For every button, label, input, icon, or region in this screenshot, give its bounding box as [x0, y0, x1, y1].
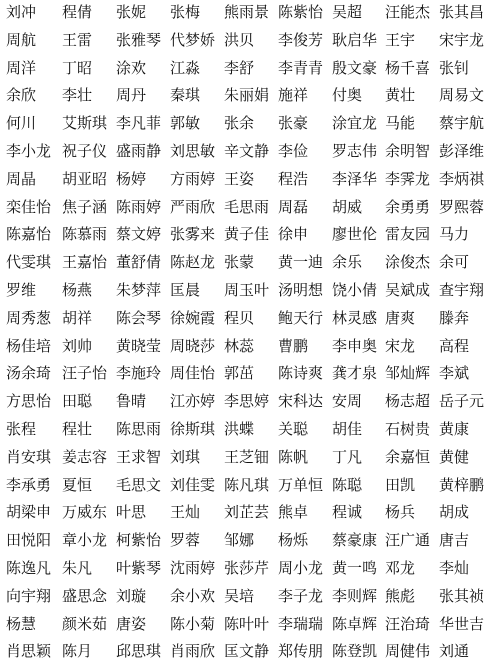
name-cell: 华世吉 — [439, 614, 485, 633]
name-row — [0, 250, 492, 274]
name-cell: 李舒 — [224, 58, 255, 77]
name-cell: 陈嘉怡 — [6, 225, 52, 244]
name-cell: 刘璇 — [116, 586, 147, 605]
name-cell: 郑传朋 — [278, 642, 324, 661]
name-row — [0, 334, 492, 358]
name-cell: 王求智 — [116, 447, 162, 466]
name-cell: 李斌 — [439, 364, 470, 383]
name-cell: 周易文 — [439, 86, 485, 105]
name-row — [0, 56, 492, 80]
name-cell: 何川 — [6, 114, 37, 133]
name-cell: 肖雨欣 — [170, 642, 216, 661]
name-cell: 周洋 — [6, 58, 37, 77]
name-cell: 徐婉霞 — [170, 308, 216, 327]
name-cell: 郭敏 — [170, 114, 201, 133]
name-cell: 严雨欣 — [170, 197, 216, 216]
name-cell: 滕奔 — [439, 308, 470, 327]
name-cell: 匡晨 — [170, 281, 201, 299]
name-cell: 李承勇 — [6, 475, 52, 494]
name-row — [0, 83, 492, 107]
name-cell: 陈赵龙 — [170, 253, 216, 272]
name-cell: 王雷 — [62, 30, 93, 49]
name-cell: 王芝钿 — [224, 447, 270, 466]
name-cell: 周晓莎 — [170, 336, 216, 355]
name-cell: 陈慕雨 — [62, 225, 108, 244]
name-cell: 方思怡 — [6, 392, 52, 411]
name-cell: 李则辉 — [332, 586, 378, 605]
name-cell: 徐斯琪 — [170, 420, 216, 438]
name-cell: 曹鹏 — [278, 336, 309, 355]
name-cell: 张其昌 — [439, 3, 485, 21]
name-cell: 李思婷 — [224, 392, 270, 411]
name-cell: 颜米茹 — [62, 614, 108, 633]
name-cell: 李凡菲 — [116, 114, 162, 133]
name-cell: 王宇 — [385, 30, 416, 49]
name-cell: 马能 — [385, 114, 416, 133]
name-cell: 邱思琪 — [116, 642, 162, 661]
name-cell: 张余 — [224, 114, 255, 133]
name-cell: 李炳祺 — [439, 169, 485, 188]
name-cell: 鲍天行 — [278, 308, 324, 327]
name-cell: 陈会琴 — [116, 308, 162, 327]
name-cell: 李青青 — [278, 58, 324, 77]
name-cell: 叶思 — [116, 503, 147, 522]
name-cell: 丁凡 — [332, 447, 363, 466]
name-cell: 熊卓 — [278, 503, 309, 522]
name-cell: 蔡文婷 — [116, 225, 162, 244]
name-cell: 余勇勇 — [385, 197, 431, 216]
name-cell: 宋宇龙 — [439, 30, 485, 49]
name-cell: 涂欢 — [116, 58, 147, 77]
name-cell: 石树贵 — [385, 420, 431, 438]
name-cell: 张莎芹 — [224, 559, 270, 577]
name-cell: 付奥 — [332, 86, 363, 105]
name-cell: 刘琪 — [170, 447, 201, 466]
name-cell: 涂宜龙 — [332, 114, 378, 133]
name-cell: 毛思文 — [116, 475, 162, 494]
name-cell: 李子龙 — [278, 586, 324, 605]
name-cell: 李俭 — [278, 142, 309, 160]
name-cell: 王姿 — [224, 169, 255, 188]
name-cell: 陈思雨 — [116, 420, 162, 438]
name-cell: 罗维 — [6, 281, 37, 299]
name-cell: 刘佳雯 — [170, 475, 216, 494]
name-cell: 王嘉怡 — [62, 253, 108, 272]
name-cell: 沈雨婷 — [170, 559, 216, 577]
name-cell: 高程 — [439, 336, 470, 355]
name-cell: 胡成 — [439, 503, 470, 522]
name-cell: 刘芷芸 — [224, 503, 270, 522]
name-cell: 刘冲 — [6, 3, 37, 21]
name-row — [0, 389, 492, 413]
name-cell: 鲁晴 — [116, 392, 147, 411]
name-cell: 叶紫琴 — [116, 559, 162, 577]
name-cell: 陈月 — [62, 642, 93, 661]
name-cell: 邹娜 — [224, 531, 255, 550]
name-cell: 周佳怡 — [170, 364, 216, 383]
name-cell: 周晶 — [6, 169, 37, 188]
name-cell: 黄晓莹 — [116, 336, 162, 355]
name-cell: 杨烁 — [278, 531, 309, 550]
name-cell: 田凯 — [385, 475, 416, 494]
name-cell: 陈逸凡 — [6, 559, 52, 577]
name-cell: 王灿 — [170, 503, 201, 522]
name-cell: 张梅 — [170, 3, 201, 21]
name-cell: 田聪 — [62, 392, 93, 411]
name-cell: 关聪 — [278, 420, 309, 438]
name-cell: 周小龙 — [278, 559, 324, 577]
name-cell: 艾斯琪 — [62, 114, 108, 133]
name-cell: 程壮 — [62, 420, 93, 438]
name-cell: 程贝 — [224, 308, 255, 327]
name-cell: 陈雨婷 — [116, 197, 162, 216]
name-cell: 杨兵 — [385, 503, 416, 522]
name-cell: 洪蝶 — [224, 420, 255, 438]
name-cell: 邹灿辉 — [385, 364, 431, 383]
name-cell: 程浩 — [278, 169, 309, 188]
name-cell: 罗蓉 — [170, 531, 201, 550]
name-cell: 张程 — [6, 420, 37, 438]
name-row — [0, 612, 492, 636]
name-cell: 陈登凯 — [332, 642, 378, 661]
name-cell: 汤余琦 — [6, 364, 52, 383]
name-cell: 江亦婷 — [170, 392, 216, 411]
name-cell: 李施玲 — [116, 364, 162, 383]
name-cell: 余乐 — [332, 253, 363, 272]
name-cell: 安周 — [332, 392, 363, 411]
name-cell: 陈聪 — [332, 475, 363, 494]
name-cell: 刘思敏 — [170, 142, 216, 160]
name-cell: 施祥 — [278, 86, 309, 105]
name-cell: 盛雨静 — [116, 142, 162, 160]
name-cell: 李瑞瑞 — [278, 614, 324, 633]
name-cell: 黄壮 — [385, 86, 416, 105]
name-row — [0, 139, 492, 163]
name-cell: 张钊 — [439, 58, 470, 77]
name-row — [0, 278, 492, 302]
name-cell: 张雾来 — [170, 225, 216, 244]
name-cell: 唐吉 — [439, 531, 470, 550]
name-cell: 林蕊 — [224, 336, 255, 355]
name-cell: 焦子涵 — [62, 197, 108, 216]
name-row — [0, 167, 492, 191]
name-cell: 黄一迪 — [278, 253, 324, 272]
name-cell: 查宇翔 — [439, 281, 485, 299]
name-cell: 肖安琪 — [6, 447, 52, 466]
name-cell: 万威东 — [62, 503, 108, 522]
name-cell: 马力 — [439, 225, 470, 244]
name-cell: 丁昭 — [62, 58, 93, 77]
name-cell: 周航 — [6, 30, 37, 49]
name-cell: 张蒙 — [224, 253, 255, 272]
name-cell: 杨婷 — [116, 169, 147, 188]
name-row — [0, 0, 492, 24]
name-cell: 朱凡 — [62, 559, 93, 577]
name-row — [0, 500, 492, 524]
name-cell: 向宇翔 — [6, 586, 52, 605]
name-cell: 刘帅 — [62, 336, 93, 355]
name-cell: 胡亚昭 — [62, 169, 108, 188]
name-cell: 李俊芳 — [278, 30, 324, 49]
name-cell: 胡梁申 — [6, 503, 52, 522]
name-cell: 吴超 — [332, 3, 363, 21]
name-cell: 罗熙蓉 — [439, 197, 485, 216]
name-cell: 熊彪 — [385, 586, 416, 605]
name-cell: 郭茁 — [224, 364, 255, 383]
name-cell: 张其祯 — [439, 586, 485, 605]
name-cell: 涂俊杰 — [385, 253, 431, 272]
name-cell: 宋龙 — [385, 336, 416, 355]
name-cell: 董舒倩 — [116, 253, 162, 272]
name-cell: 代雯琪 — [6, 253, 52, 272]
name-cell: 陈叶叶 — [224, 614, 270, 633]
name-row — [0, 222, 492, 246]
name-cell: 李壮 — [62, 86, 93, 105]
name-row — [0, 28, 492, 52]
name-cell: 夏恒 — [62, 475, 93, 494]
name-cell: 李申奥 — [332, 336, 378, 355]
name-cell: 杨千喜 — [385, 58, 431, 77]
name-cell: 盛思念 — [62, 586, 108, 605]
name-cell: 万单恒 — [278, 475, 324, 494]
name-cell: 蔡豪康 — [332, 531, 378, 550]
name-cell: 唐爽 — [385, 308, 416, 327]
name-cell: 陈凡琪 — [224, 475, 270, 494]
name-cell: 杨佳培 — [6, 336, 52, 355]
name-row — [0, 361, 492, 385]
name-cell: 饶小倩 — [332, 281, 378, 299]
name-cell: 张豪 — [278, 114, 309, 133]
name-cell: 胡祥 — [62, 308, 93, 327]
name-cell: 毛思雨 — [224, 197, 270, 216]
name-cell: 章小龙 — [62, 531, 108, 550]
name-cell: 陈卓辉 — [332, 614, 378, 633]
name-cell: 余可 — [439, 253, 470, 272]
name-cell: 周健伟 — [385, 642, 431, 661]
name-cell: 杨慧 — [6, 614, 37, 633]
name-cell: 胡佳 — [332, 420, 363, 438]
name-cell: 余欣 — [6, 86, 37, 105]
name-cell: 程倩 — [62, 3, 93, 21]
name-cell: 方雨婷 — [170, 169, 216, 188]
name-row — [0, 417, 492, 441]
name-cell: 匡文静 — [224, 642, 270, 661]
name-row — [0, 584, 492, 608]
name-cell: 田悦阳 — [6, 531, 52, 550]
name-cell: 黄子佳 — [224, 225, 270, 244]
name-cell: 洪贝 — [224, 30, 255, 49]
name-cell: 李霁龙 — [385, 169, 431, 188]
name-row — [0, 639, 492, 663]
name-row — [0, 111, 492, 135]
name-cell: 唐姿 — [116, 614, 147, 633]
name-cell: 辛文静 — [224, 142, 270, 160]
name-cell: 秦琪 — [170, 86, 201, 105]
name-cell: 余明智 — [385, 142, 431, 160]
name-cell: 陈诗爽 — [278, 364, 324, 383]
name-cell: 程诚 — [332, 503, 363, 522]
name-cell: 雷友园 — [385, 225, 431, 244]
name-cell: 吴培 — [224, 586, 255, 605]
name-cell: 周玉叶 — [224, 281, 270, 299]
name-cell: 刘通 — [439, 642, 470, 661]
name-cell: 柯紫怡 — [116, 531, 162, 550]
name-cell: 肖思颖 — [6, 642, 52, 661]
name-cell: 陈小菊 — [170, 614, 216, 633]
name-cell: 余小欢 — [170, 586, 216, 605]
name-row — [0, 445, 492, 469]
name-cell: 邓龙 — [385, 559, 416, 577]
name-cell: 汪子怡 — [62, 364, 108, 383]
name-row — [0, 473, 492, 497]
name-cell: 栾佳怡 — [6, 197, 52, 216]
name-cell: 汪治琦 — [385, 614, 431, 633]
name-cell: 宋科达 — [278, 392, 324, 411]
name-cell: 杨燕 — [62, 281, 93, 299]
name-row — [0, 306, 492, 330]
name-cell: 杨志超 — [385, 392, 431, 411]
name-row — [0, 556, 492, 580]
name-cell: 朱丽娟 — [224, 86, 270, 105]
name-cell: 陈紫怡 — [278, 3, 324, 21]
name-cell: 周秀葱 — [6, 308, 52, 327]
name-row — [0, 528, 492, 552]
name-cell: 胡威 — [332, 197, 363, 216]
name-cell: 周磊 — [278, 197, 309, 216]
name-cell: 殷文豪 — [332, 58, 378, 77]
name-cell: 黄一鸣 — [332, 559, 378, 577]
name-cell: 代梦娇 — [170, 30, 216, 49]
name-cell: 余嘉恒 — [385, 447, 431, 466]
name-cell: 龚才泉 — [332, 364, 378, 383]
name-cell: 徐申 — [278, 225, 309, 244]
name-cell: 熊雨景 — [224, 3, 270, 21]
name-cell: 汪广通 — [385, 531, 431, 550]
name-cell: 陈帆 — [278, 447, 309, 466]
name-cell: 黄健 — [439, 447, 470, 466]
name-cell: 岳子元 — [439, 392, 485, 411]
name-cell: 林灵感 — [332, 308, 378, 327]
name-cell: 李泽华 — [332, 169, 378, 188]
name-cell: 廖世伦 — [332, 225, 378, 244]
name-cell: 罗志伟 — [332, 142, 378, 160]
name-cell: 祝子仪 — [62, 142, 108, 160]
name-cell: 李灿 — [439, 559, 470, 577]
name-cell: 汪能杰 — [385, 3, 431, 21]
name-cell: 吴斌成 — [385, 281, 431, 299]
name-cell: 耿启华 — [332, 30, 378, 49]
name-cell: 朱梦萍 — [116, 281, 162, 299]
name-cell: 张妮 — [116, 3, 147, 21]
name-cell: 汤明想 — [278, 281, 324, 299]
name-row — [0, 195, 492, 219]
name-cell: 黄康 — [439, 420, 470, 438]
name-cell: 姜志容 — [62, 447, 108, 466]
name-cell: 周丹 — [116, 86, 147, 105]
name-cell: 江淼 — [170, 58, 201, 77]
name-cell: 张雅琴 — [116, 30, 162, 49]
name-cell: 黄梓鹏 — [439, 475, 485, 494]
name-cell: 李小龙 — [6, 142, 52, 160]
name-cell: 彭泽维 — [439, 142, 485, 160]
name-cell: 蔡宇航 — [439, 114, 485, 133]
